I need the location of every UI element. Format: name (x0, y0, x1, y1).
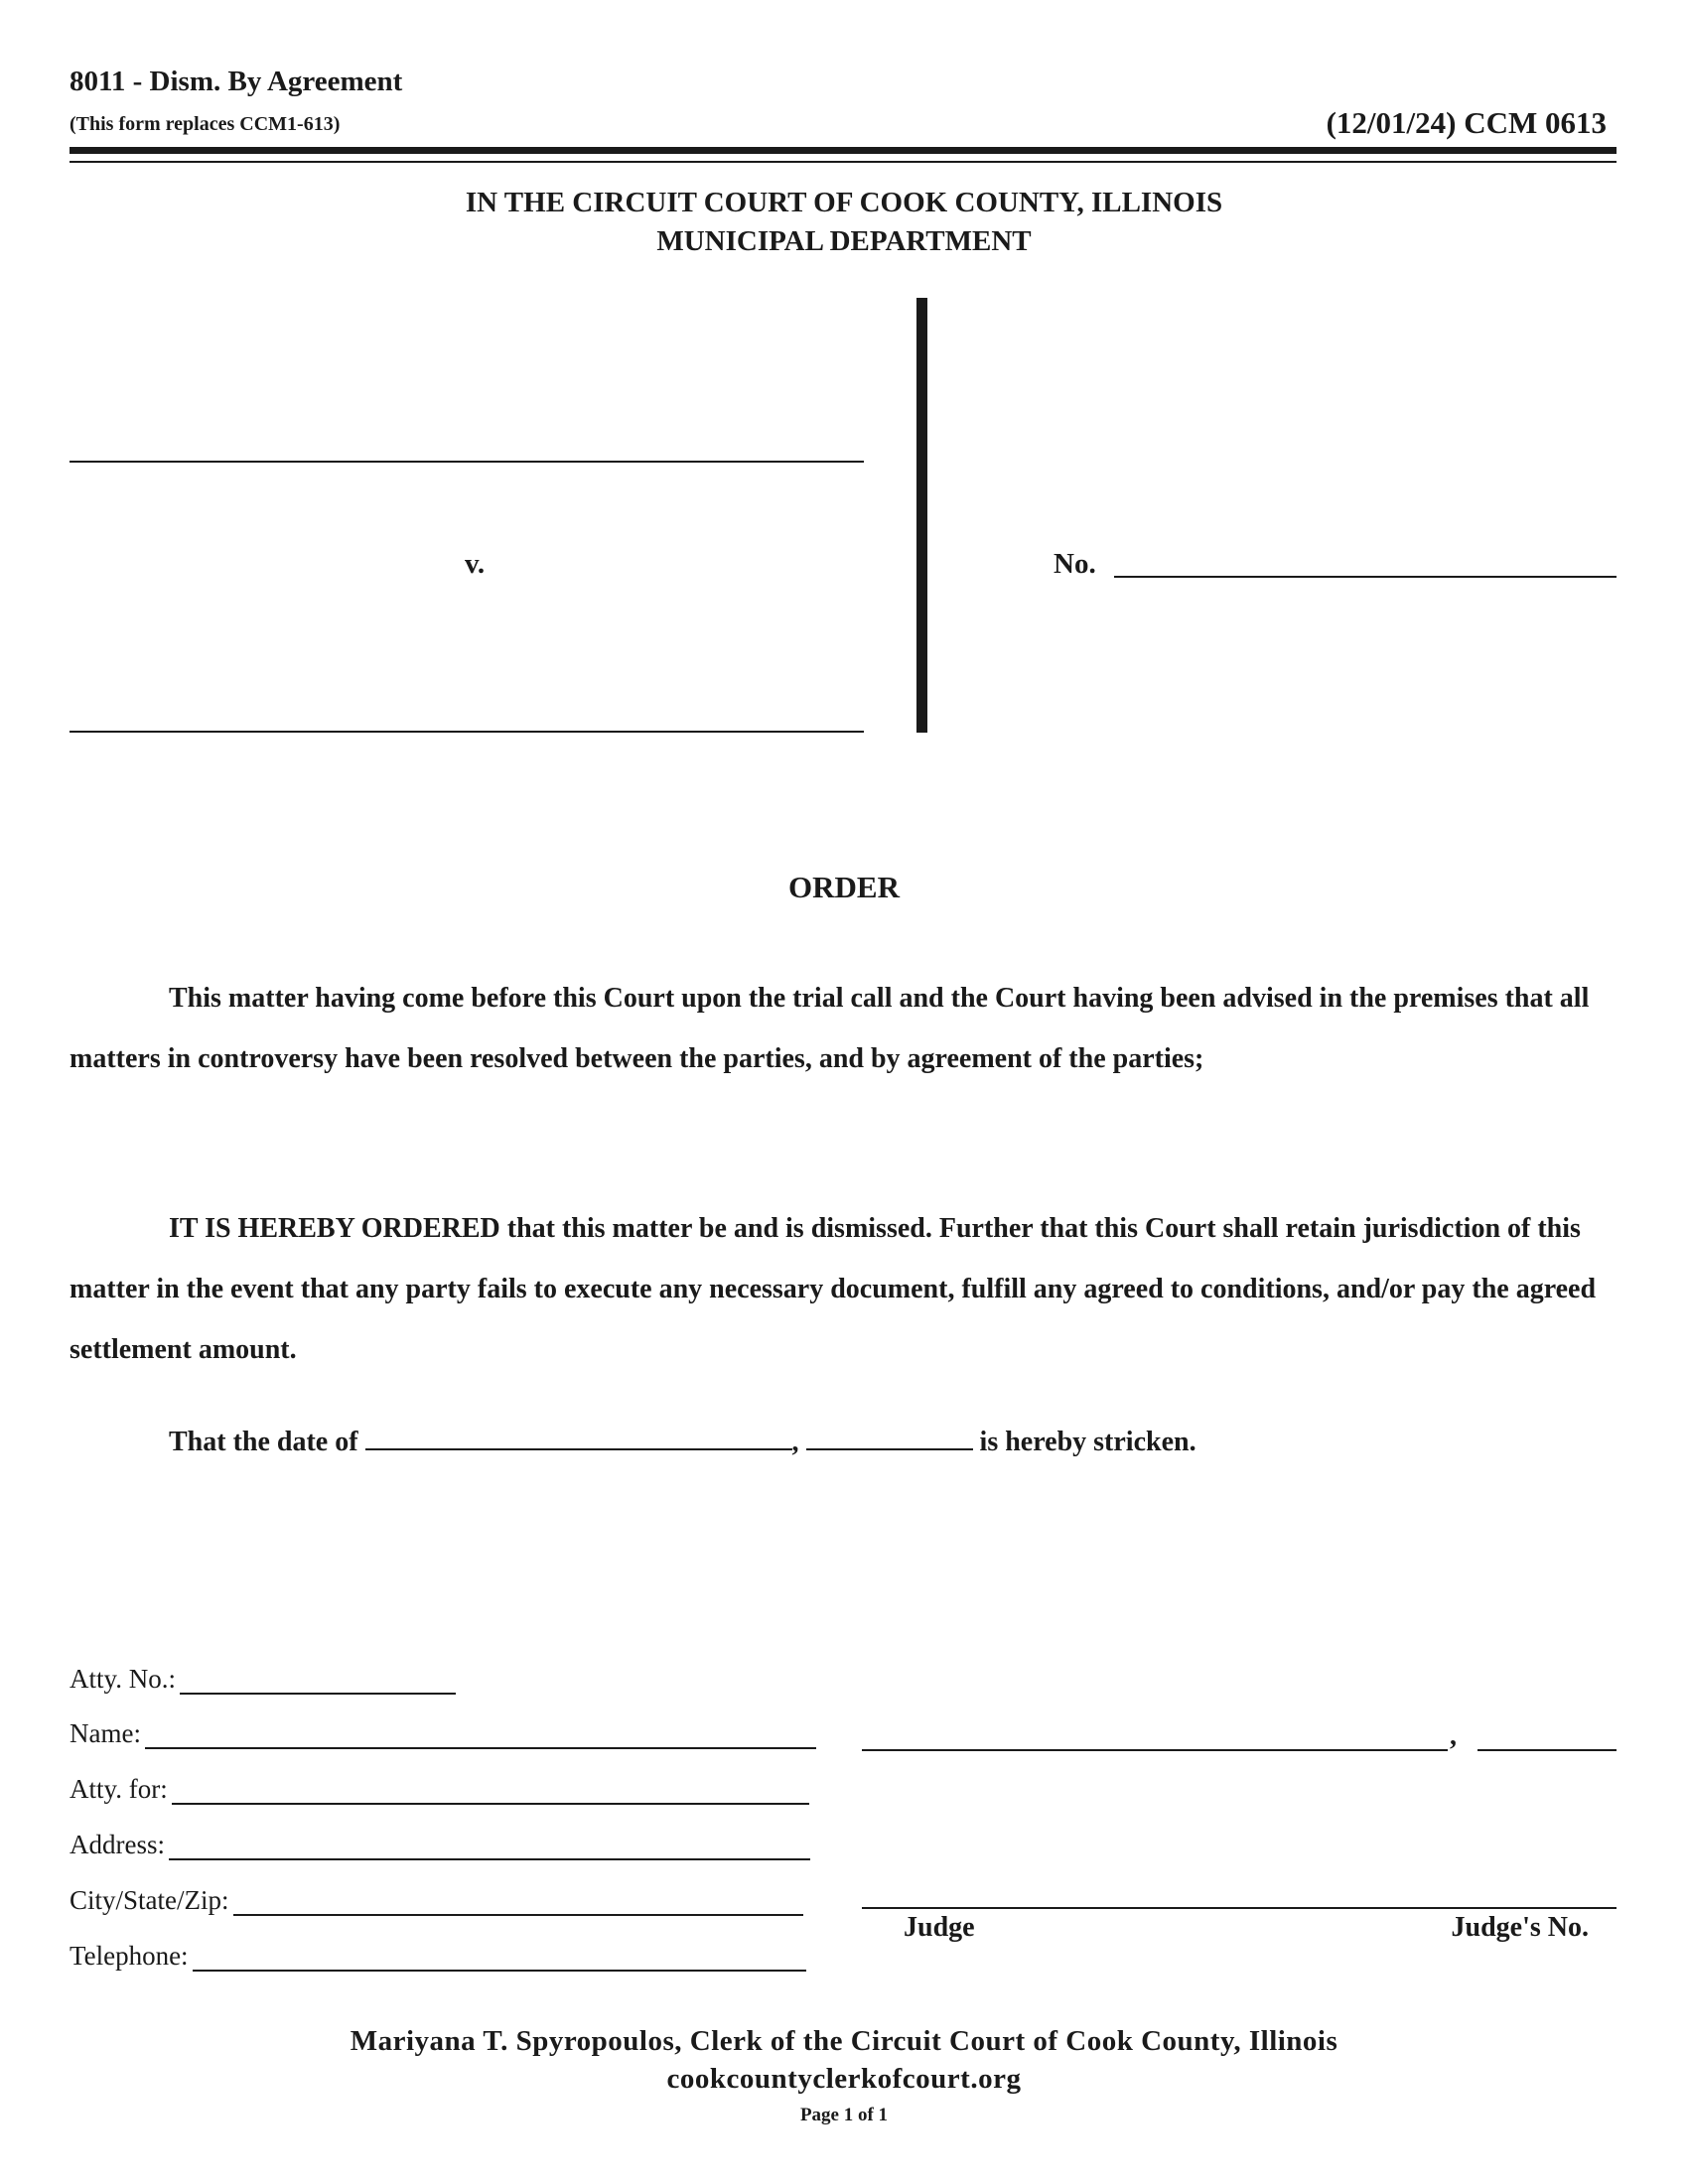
order-title: ORDER (788, 870, 900, 904)
name-row (70, 1718, 816, 1749)
order-paragraph-1-text: This matter having come before this Court upon the trial call and the Court having been advised in the premises that all matters in controversy have been resolved between the parties, and by agreement of the parties; (70, 983, 1590, 1074)
judge-label: Judge (904, 1912, 975, 1943)
judge-signature-field[interactable] (862, 1907, 1617, 1909)
atty-for-field[interactable] (172, 1779, 809, 1805)
order-paragraph-2 (70, 1198, 1618, 1380)
header-rule-thin (70, 161, 1617, 163)
atty-for-row (70, 1774, 809, 1805)
name-label: Name: (70, 1718, 141, 1748)
case-number-field[interactable] (1114, 576, 1617, 578)
stricken-year-field[interactable] (806, 1427, 973, 1450)
address-field[interactable] (169, 1835, 810, 1860)
caption-divider (916, 298, 927, 733)
form-code: (12/01/24) CCM 0613 (1326, 105, 1607, 140)
address-row (70, 1830, 810, 1860)
atty-for-label: Atty. for: (70, 1774, 168, 1804)
telephone-label: Telephone: (70, 1941, 189, 1971)
judge-date-comma: , (1450, 1720, 1457, 1751)
case-number-label: No. (1054, 548, 1096, 580)
defendant-field[interactable] (70, 731, 864, 733)
judge-year-field[interactable] (1477, 1749, 1617, 1751)
judge-number-label: Judge's No. (1451, 1912, 1589, 1943)
clerk-name: Mariyana T. Spyropoulos, Clerk of the Circuit Court of Cook County, Illinois (350, 2025, 1338, 2057)
city-state-zip-label: City/State/Zip: (70, 1885, 229, 1915)
date-comma: , (791, 1427, 799, 1457)
date-prefix: That the date of (169, 1427, 358, 1457)
atty-no-row (70, 1664, 456, 1695)
order-paragraph-2-text: IT IS HEREBY ORDERED that this matter be and is dismissed. Further that this Court shall retain jurisdiction of this matter in the event that any party fails to execute any necessary document, fulfill any agreed to conditions, and/or pay the agreed settlement amount. (70, 1213, 1597, 1365)
address-label: Address: (70, 1830, 165, 1859)
date-suffix: is hereby stricken. (979, 1427, 1196, 1457)
form-replaces-note: (This form replaces CCM1-613) (70, 113, 341, 135)
judge-date-field[interactable] (862, 1749, 1448, 1751)
plaintiff-field[interactable] (70, 461, 864, 463)
telephone-field[interactable] (193, 1946, 806, 1972)
court-department: MUNICIPAL DEPARTMENT (656, 225, 1032, 257)
telephone-row (70, 1941, 806, 1972)
stricken-date-field[interactable] (365, 1427, 792, 1450)
atty-no-label: Atty. No.: (70, 1664, 176, 1694)
form-title: 8011 - Dism. By Agreement (70, 66, 403, 97)
order-paragraph-1 (70, 968, 1618, 1089)
clerk-website: cookcountyclerkofcourt.org (666, 2063, 1022, 2095)
header-rule-thick (70, 147, 1617, 154)
court-name: IN THE CIRCUIT COURT OF COOK COUNTY, ILLINOIS (465, 187, 1223, 218)
stricken-date-sentence (169, 1427, 1196, 1458)
atty-no-field[interactable] (180, 1669, 456, 1695)
versus-label: v. (465, 548, 486, 580)
name-field[interactable] (145, 1723, 816, 1749)
city-state-zip-field[interactable] (233, 1890, 803, 1916)
city-state-zip-row (70, 1885, 803, 1916)
page-number: Page 1 of 1 (799, 2105, 889, 2125)
